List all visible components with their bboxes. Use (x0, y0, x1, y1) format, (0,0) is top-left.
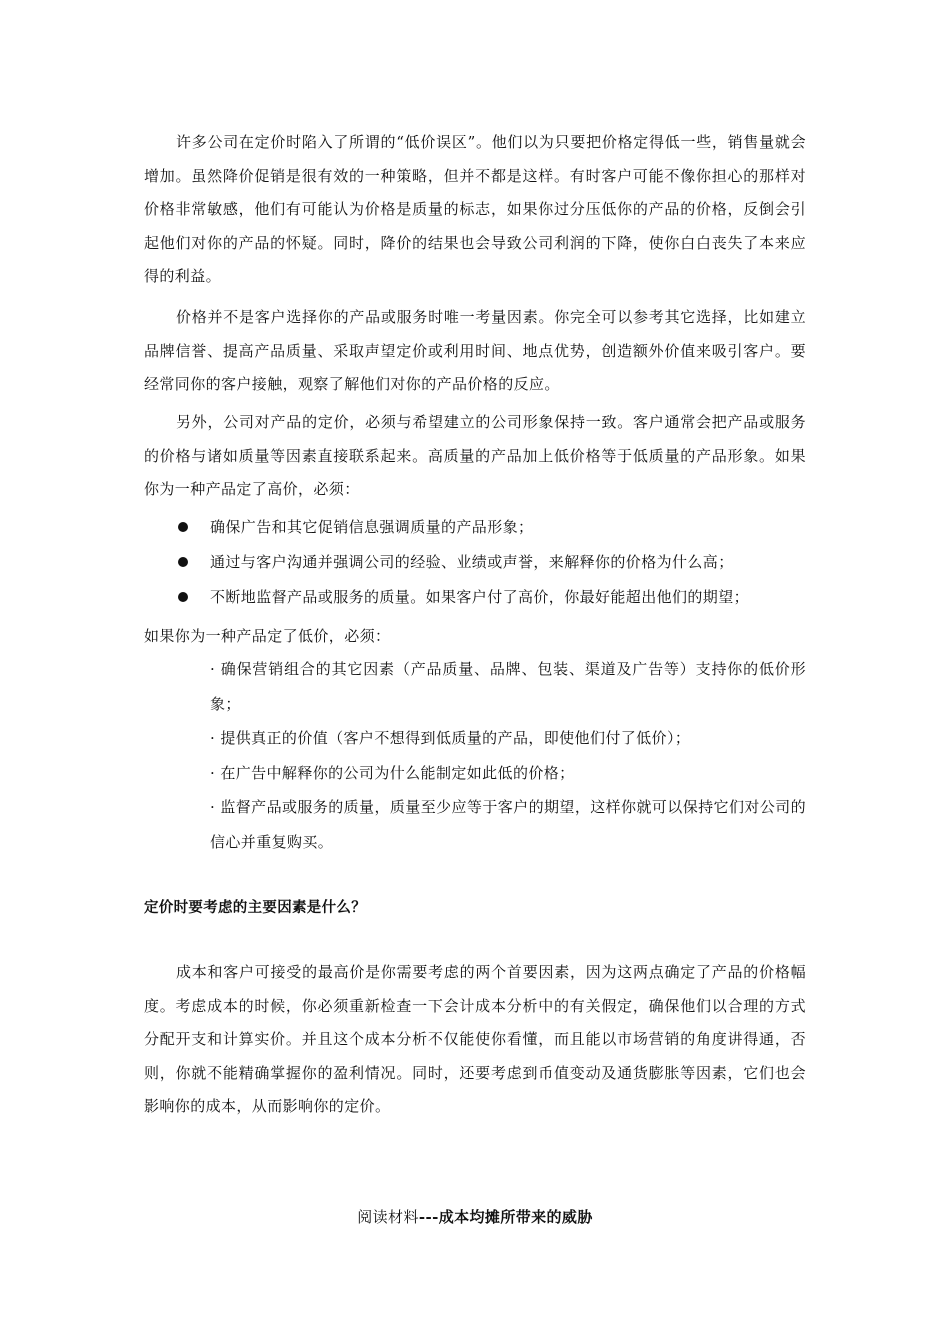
paragraph-company-image: 另外，公司对产品的定价，必须与希望建立的公司形象保持一致。客户通常会把产品或服务的价格与诸如质量等因素直接联系起来。高质量的产品加上低价格等于低质量的产品形象。如果你为一种产品定了高价，必须： (144, 413, 806, 498)
list-item (176, 580, 806, 615)
high-price-bullet-list (176, 510, 806, 615)
bullet-icon (178, 522, 188, 532)
bullet-icon (178, 557, 188, 567)
low-price-intro: 如果你为一种产品定了低价，必须： (144, 627, 391, 645)
list-item (176, 545, 806, 580)
reading-material-title (0, 1206, 950, 1227)
list-item: · 确保营销组合的其它因素（产品质量、品牌、包装、渠道及广告等）支持你的低价形象； (210, 660, 806, 713)
paragraph-cost-factors: 成本和客户可接受的最高价是你需要考虑的两个首要因素，因为这两点确定了产品的价格幅度。考虑成本的时候，你必须重新检查一下会计成本分析中的有关假定，确保他们以合理的方式分配开支和计算实价。并且这个成本分析不仅能使你看懂，而且能以市场营销的角度讲得通，否则，你就不能精确掌握你的盈利情况。同时，还要考虑到币值变动及通货膨胀等因素，它们也会影响你的成本，从而影响你的定价。 (144, 963, 806, 1115)
bullet-icon (178, 592, 188, 602)
low-price-list (210, 652, 806, 859)
list-item-text: 确保广告和其它促销信息强调质量的产品形象； (210, 518, 534, 536)
list-item (176, 510, 806, 545)
reading-title-bold: ---成本均摊所带来的威胁 (418, 1208, 593, 1226)
list-item-text: 通过与客户沟通并强调公司的经验、业绩或声誉，来解释你的价格为什么高； (210, 553, 734, 571)
list-item-text: 不断地监督产品或服务的质量。如果客户付了高价，你最好能超出他们的期望； (210, 588, 750, 606)
section-heading: 定价时要考虑的主要因素是什么？ (144, 900, 366, 916)
list-item: · 提供真正的价值（客户不想得到低质量的产品，即使他们付了低价）； (210, 729, 691, 747)
paragraph-price-factors: 价格并不是客户选择你的产品或服务时唯一考量因素。你完全可以参考其它选择，比如建立品牌信誉、提高产品质量、采取声望定价或利用时间、地点优势，创造额外价值来吸引客户。要经常同你的客户接触，观察了解他们对你的产品价格的反应。 (144, 308, 806, 393)
reading-title-prefix: 阅读材料 (357, 1208, 419, 1226)
paragraph-low-price-trap: 许多公司在定价时陷入了所谓的“低价误区”。他们以为只要把价格定得低一些，销售量就会增加。虽然降价促销是很有效的一种策略，但并不都是这样。有时客户可能不像你担心的那样对价格非常敏感，他们有可能认为价格是质量的标志，如果你过分压低你的产品的价格，反倒会引起他们对你的产品的怀疑。同时，降价的结果也会导致公司利润的下降，使你白白丧失了本来应得的利益。 (144, 133, 806, 285)
list-item: · 在广告中解释你的公司为什么能制定如此低的价格； (210, 763, 575, 782)
list-item: · 监督产品或服务的质量，质量至少应等于客户的期望，这样你就可以保持它们对公司的信心并重复购买。 (210, 798, 806, 851)
